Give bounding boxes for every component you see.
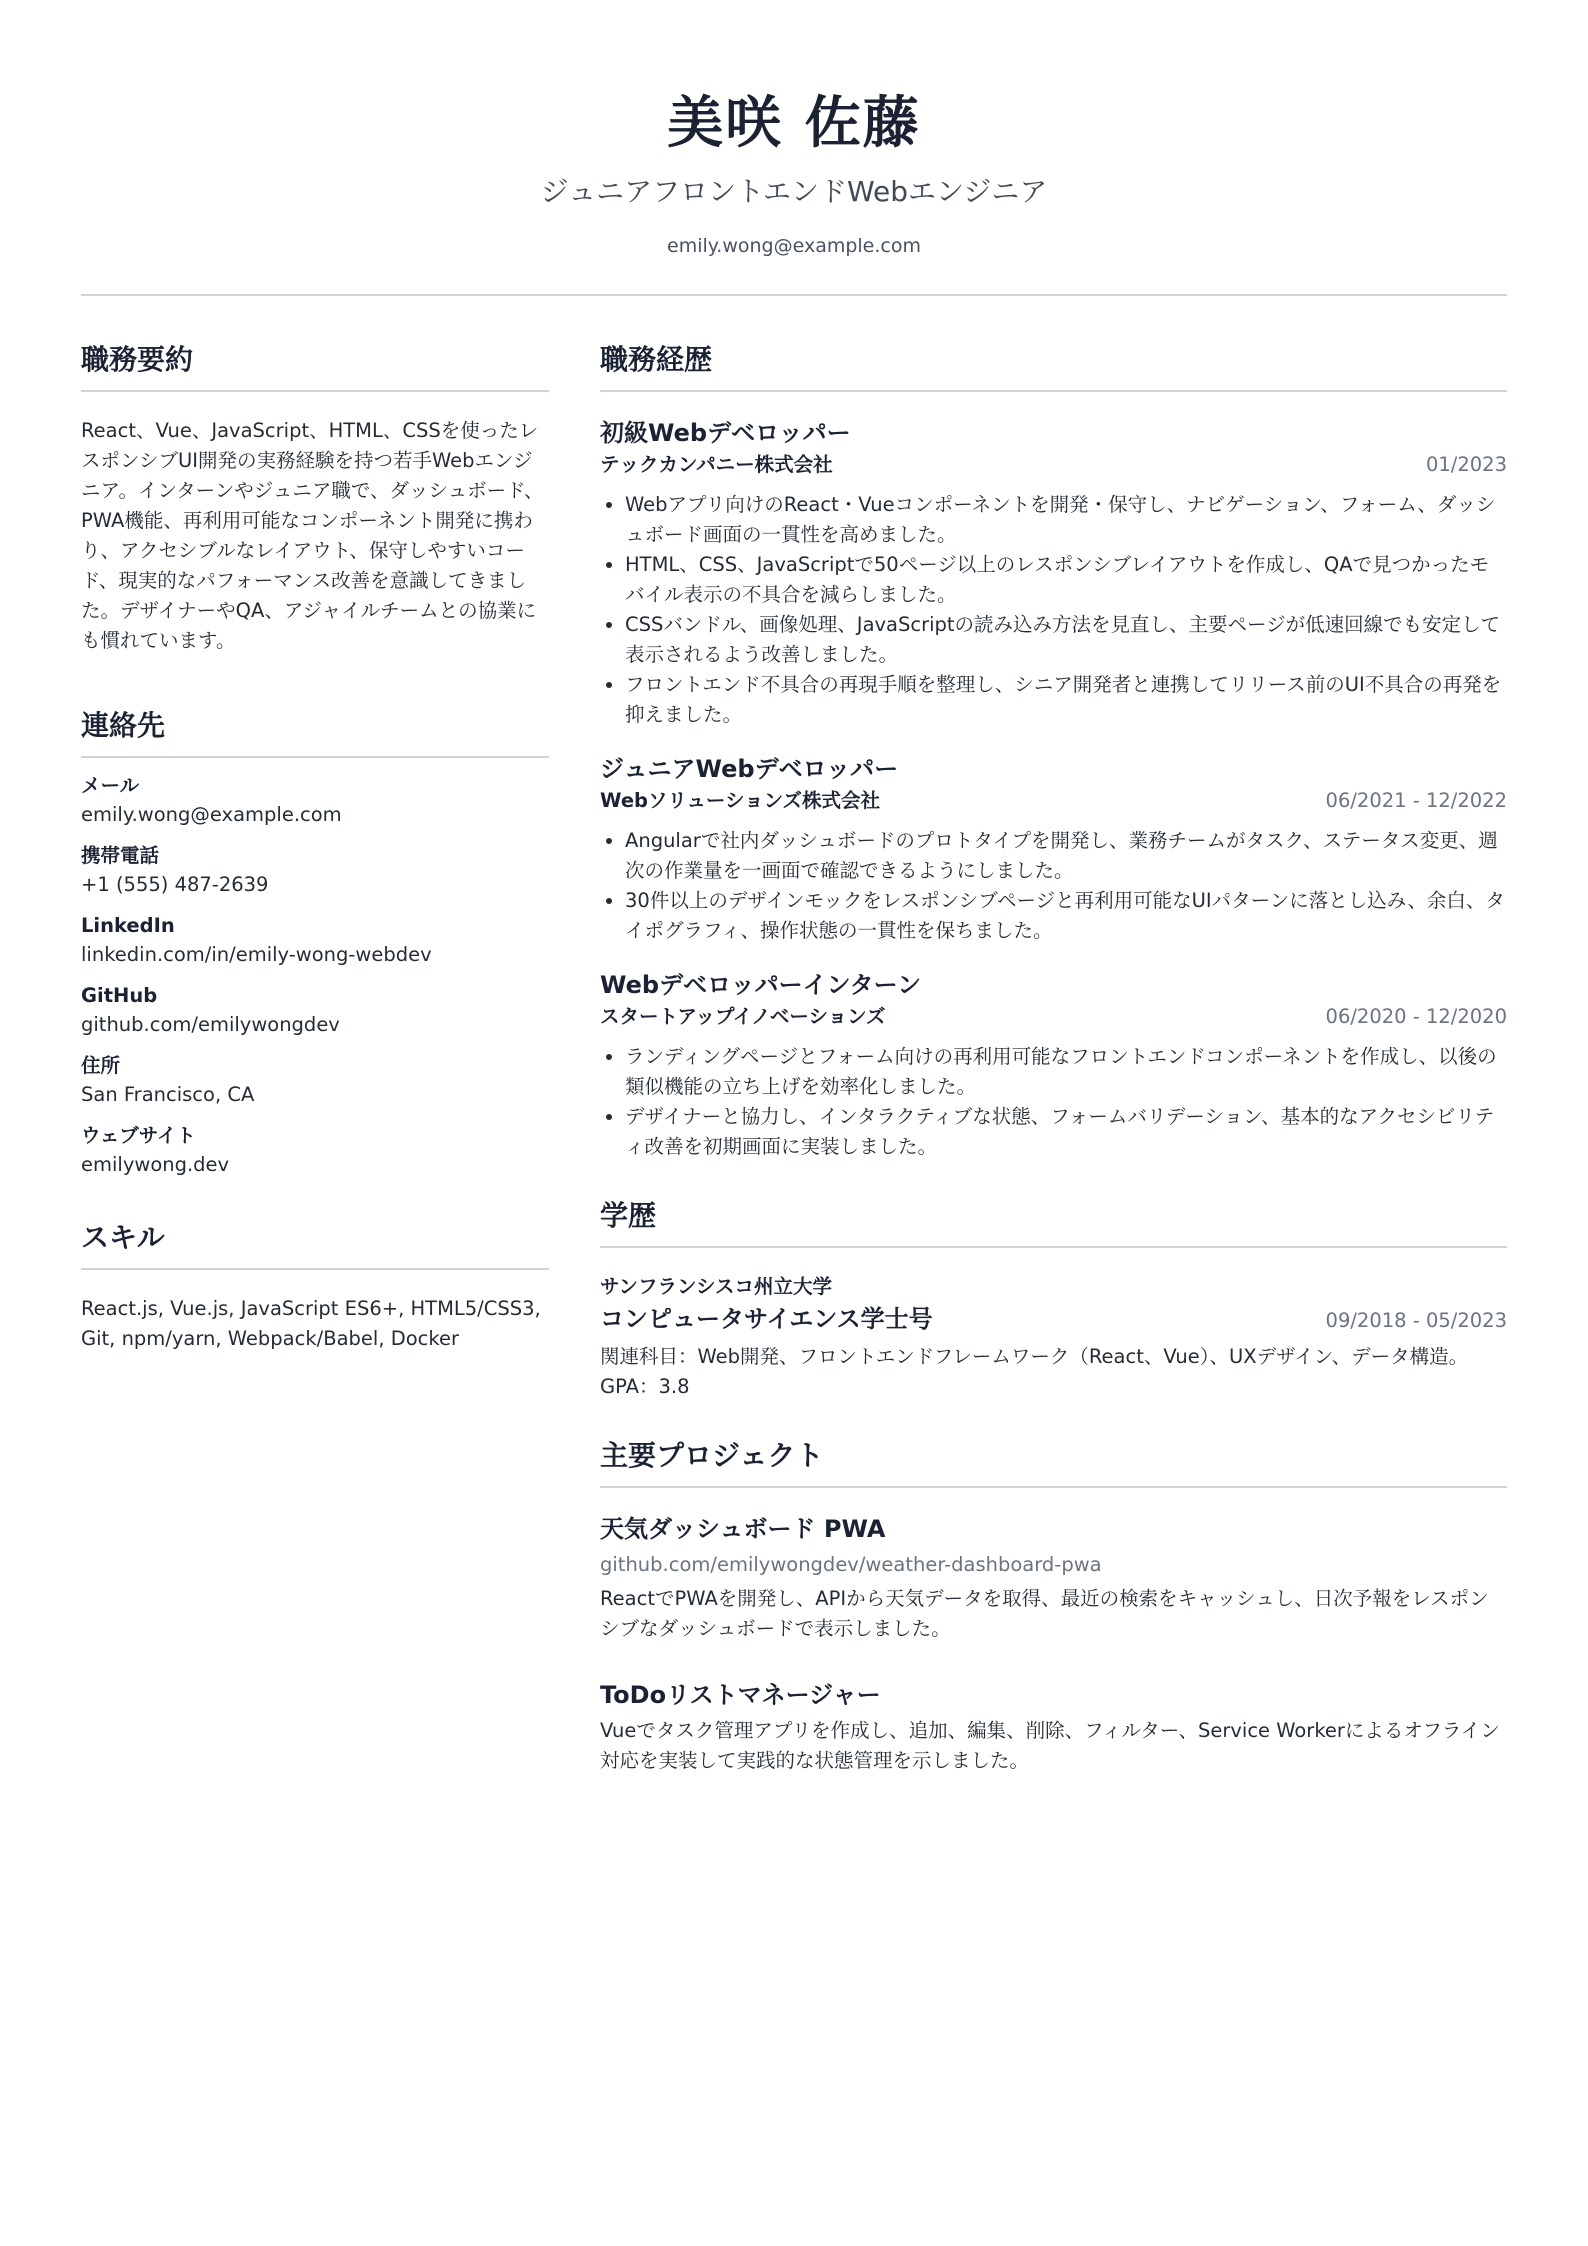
education-meta <box>600 1302 1507 1336</box>
job-date: 01/2023 <box>1425 453 1507 476</box>
left-column <box>81 340 549 1810</box>
job-title: ジュニアWebデベロッパー <box>600 755 899 783</box>
company-name: スタートアップイノベーションズ <box>600 1005 886 1028</box>
education-date: 09/2018 - 05/2023 <box>1325 1309 1507 1332</box>
project-url: github.com/emilywongdev/weather-dashboard-pwa <box>600 1553 1102 1576</box>
skills-section <box>81 1218 549 1354</box>
section-divider <box>81 756 549 758</box>
experience-title: 職務経歴 <box>600 343 713 376</box>
resume-columns <box>81 340 1507 1810</box>
contact-value: San Francisco, CA <box>81 1083 255 1106</box>
experience-section <box>600 340 1507 1162</box>
job-meta <box>600 450 1507 480</box>
degree-name: コンピュータサイエンス学士号 <box>600 1305 933 1333</box>
job-bullets <box>600 826 1507 946</box>
education-section <box>600 1196 1507 1402</box>
section-divider <box>600 1246 1507 1248</box>
job-entry <box>600 968 1507 1162</box>
contact-value: +1 (555) 487-2639 <box>81 873 269 896</box>
job-bullet: • 30件以上のデザインモックをレスポンシブページと再利用可能なUIパターンに落とし込み、余白、タイポグラフィ、操作状態の一貫性を保ちました。 <box>625 886 1507 946</box>
job-date: 06/2020 - 12/2020 <box>1325 1005 1507 1028</box>
job-title: Webデベロッパーインターン <box>600 971 922 999</box>
job-entry <box>600 416 1507 730</box>
contact-phone <box>81 842 549 900</box>
right-column <box>600 340 1507 1810</box>
resume-header <box>81 0 1507 260</box>
summary-section <box>81 340 549 656</box>
contact-value: linkedin.com/in/emily-wong-webdev <box>81 943 432 966</box>
projects-section <box>600 1436 1507 1776</box>
skills-title: スキル <box>81 1221 165 1254</box>
contact-website <box>81 1122 549 1180</box>
project-name: ToDoリストマネージャー <box>600 1681 881 1709</box>
company-name: Webソリューションズ株式会社 <box>600 789 881 812</box>
job-headline: ジュニアフロントエンドWebエンジニア <box>540 175 1048 208</box>
header-divider <box>81 294 1507 296</box>
contact-label: 携帯電話 <box>81 844 160 867</box>
job-bullet: • フロントエンド不具合の再現手順を整理し、シニア開発者と連携してリリース前のUI不具合の再発を抑えました。 <box>625 670 1507 730</box>
education-details: 関連科目：Web開発、フロントエンドフレームワーク（React、Vue）、UXデザイン、データ構造。GPA：3.8 <box>600 1345 1469 1398</box>
section-divider <box>600 1486 1507 1488</box>
job-bullet: • CSSバンドル、画像処理、JavaScriptの読み込み方法を見直し、主要ページが低速回線でも安定して表示されるよう改善しました。 <box>625 610 1507 670</box>
summary-text: React、Vue、JavaScript、HTML、CSSを使ったレスポンシブUI開発の実務経験を持つ若手Webエンジニア。インターンやジュニア職で、ダッシュボード、PWA機能、再利用可能なコンポーネント開発に携わり、アクセシブルなレイアウト、保守しやすいコード、現実的なパフォーマンス改善を意識してきました。デザイナーやQA、アジャイルチームとの協業にも慣れています。 <box>81 419 544 652</box>
contact-title: 連絡先 <box>81 709 166 742</box>
job-bullet: • ランディングページとフォーム向けの再利用可能なフロントエンドコンポーネントを作成し、以後の類似機能の立ち上げを効率化しました。 <box>625 1042 1507 1102</box>
header-email: emily.wong@example.com <box>667 235 921 257</box>
project-name: 天気ダッシュボード PWA <box>600 1515 886 1543</box>
project-description: Vueでタスク管理アプリを作成し、追加、編集、削除、フィルター、Service Workerによるオフライン対応を実装して実践的な状態管理を示しました。 <box>600 1719 1500 1772</box>
job-title: 初級Webデベロッパー <box>600 419 851 447</box>
candidate-name: 美咲 佐藤 <box>667 91 921 156</box>
section-divider <box>81 390 549 392</box>
job-bullet: • デザイナーと協力し、インタラクティブな状態、フォームバリデーション、基本的なアクセシビリティ改善を初期画面に実装しました。 <box>625 1102 1507 1162</box>
contact-section <box>81 706 549 1180</box>
section-divider <box>81 1268 549 1270</box>
job-bullets <box>600 1042 1507 1162</box>
contact-email <box>81 772 549 830</box>
job-bullet: • Angularで社内ダッシュボードのプロトタイプを開発し、業務チームがタスク、ステータス変更、週次の作業量を一画面で確認できるようにしました。 <box>625 826 1507 886</box>
contact-value: emily.wong@example.com <box>81 803 342 826</box>
job-bullet: • HTML、CSS、JavaScriptで50ページ以上のレスポンシブレイアウトを作成し、QAで見つかったモバイル表示の不具合を減らしました。 <box>625 550 1507 610</box>
project-entry <box>600 1512 1507 1644</box>
project-entry <box>600 1678 1507 1776</box>
company-name: テックカンパニー株式会社 <box>600 453 833 476</box>
contact-label: ウェブサイト <box>81 1124 196 1147</box>
projects-title: 主要プロジェクト <box>600 1439 824 1472</box>
contact-label: LinkedIn <box>81 914 175 937</box>
contact-label: メール <box>81 774 140 797</box>
contact-label: 住所 <box>81 1054 121 1077</box>
contact-value: github.com/emilywongdev <box>81 1013 340 1036</box>
education-title: 学歴 <box>600 1199 657 1232</box>
job-date: 06/2021 - 12/2022 <box>1325 789 1507 812</box>
summary-title: 職務要約 <box>81 343 194 376</box>
school-name: サンフランシスコ州立大学 <box>600 1275 832 1298</box>
job-meta <box>600 1002 1507 1032</box>
job-bullet: • Webアプリ向けのReact・Vueコンポーネントを開発・保守し、ナビゲーション、フォーム、ダッシュボード画面の一貫性を高めました。 <box>625 490 1507 550</box>
skills-text: React.js, Vue.js, JavaScript ES6+, HTML5/CSS3, Git, npm/yarn, Webpack/Babel, Docker <box>81 1297 541 1350</box>
contact-linkedin <box>81 912 549 970</box>
contact-address <box>81 1052 549 1110</box>
contact-label: GitHub <box>81 984 158 1007</box>
section-divider <box>600 390 1507 392</box>
job-entry <box>600 752 1507 946</box>
project-description: ReactでPWAを開発し、APIから天気データを取得、最近の検索をキャッシュし、日次予報をレスポンシブなダッシュボードで表示しました。 <box>600 1587 1489 1640</box>
contact-github <box>81 982 549 1040</box>
contact-value: emilywong.dev <box>81 1153 230 1176</box>
job-meta <box>600 786 1507 816</box>
job-bullets <box>600 490 1507 730</box>
